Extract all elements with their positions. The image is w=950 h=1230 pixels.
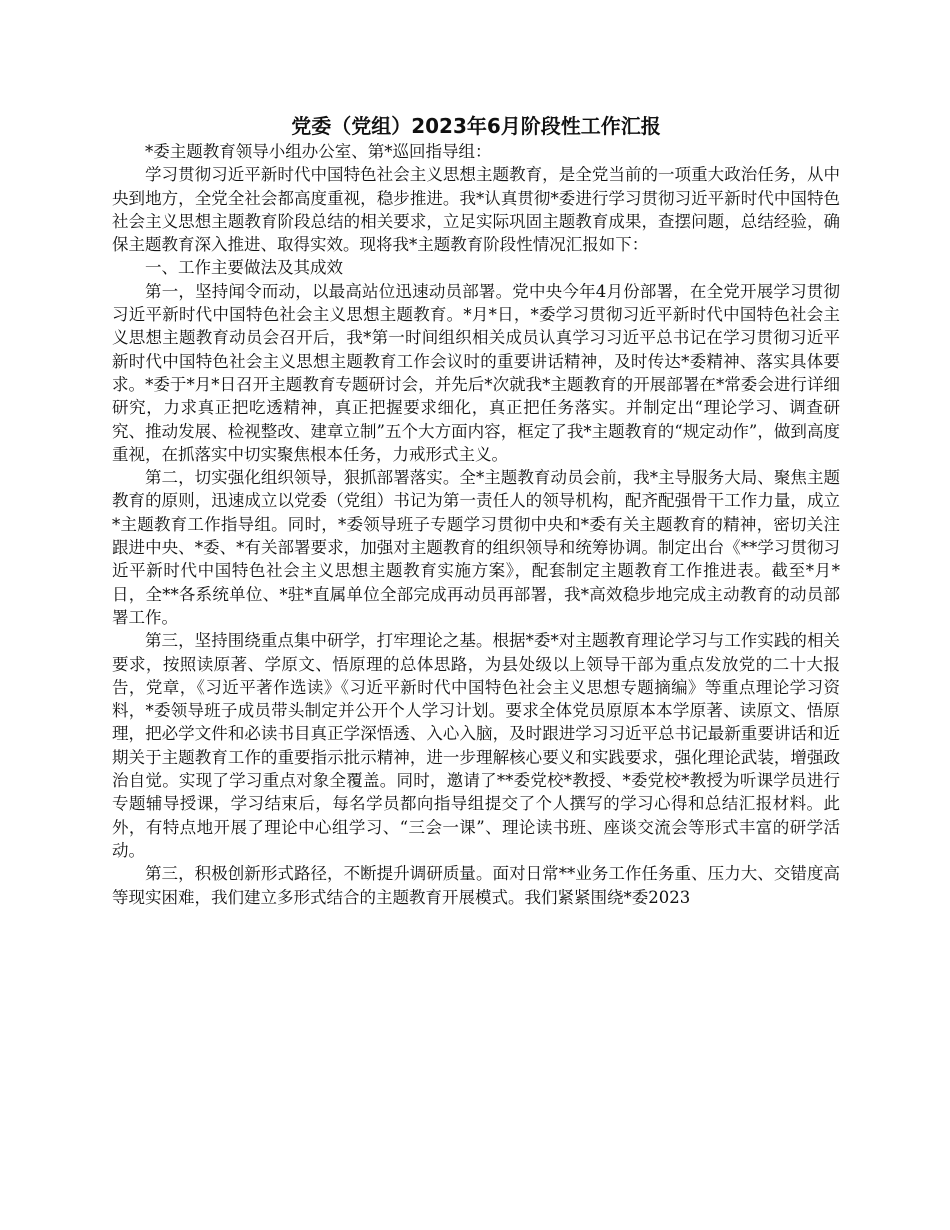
section-heading-1: 一、工作主要做法及其成效 [145, 258, 343, 278]
document-title: 党委（党组）2023年6月阶段性工作汇报 [291, 114, 661, 138]
paragraph-second: 第二，切实强化组织领导，狠抓部署落实。全*主题教育动员会前，我*主导服务大局、聚焦主题教育的原则，迅速成立以党委（党组）书记为第一责任人的领导机构，配齐配强骨干工作力量，成立*主题教育工作指导组。同时，*委领导班子专题学习贯彻中央和*委有关主题教育的精神，密切关注跟进中央、*委、*有关部署要求，加强对主题教育的组织领导和统筹协调。制定出台《**学习贯彻习近平新时代中国特色社会主义思想主题教育实施方案》，配套制定主题教育工作推进表。截至*月*日，全**各系统单位、*驻*直属单位全部完成再动员再部署，我*高效稳步地完成主动教育的动员部署工作。 [112, 468, 840, 627]
paragraph-third-b: 第三，积极创新形式路径，不断提升调研质量。面对日常**业务工作任务重、压力大、交错度高等现实困难，我们建立多形式结合的主题教育开展模式。我们紧紧围绕*委2023 [112, 864, 840, 907]
document-body [112, 112, 840, 909]
salutation: *委主题教育领导小组办公室、第*巡回指导组： [145, 142, 492, 161]
paragraph-first: 第一，坚持闻令而动，以最高站位迅速动员部署。党中央今年4月份部署，在全党开展学习贯彻习近平新时代中国特色社会主义思想主题教育。*月*日，*委学习贯彻习近平新时代中国特色社会主义思想主题教育动员会召开后，我*第一时间组织相关成员认真学习习近平总书记在学习贯彻习近平新时代中国特色社会主义思想主题教育工作会议时的重要讲话精神，及时传达*委精神、落实具体要求。*委于*月*日召开主题教育专题研讨会，并先后*次就我*主题教育的开展部署在*常委会进行详细研究，力求真正把吃透精神，真正把握要求细化，真正把任务落实。并制定出“理论学习、调查研究、推动发展、检视整改、建章立制”五个大方面内容，框定了我*主题教育的“规定动作”，做到高度重视，在抓落实中切实聚焦根本任务，力戒形式主义。 [112, 281, 840, 464]
paragraph-intro: 学习贯彻习近平新时代中国特色社会主义思想主题教育，是全党当前的一项重大政治任务，从中央到地方，全党全社会都高度重视，稳步推进。我*认真贯彻*委进行学习贯彻习近平新时代中国特色社会主义思想主题教育阶段总结的相关要求，立足实际巩固主题教育成果，查摆问题，总结经验，确保主题教育深入推进、取得实效。现将我*主题教育阶段性情况汇报如下： [112, 165, 840, 255]
paragraph-third: 第三，坚持围绕重点集中研学，打牢理论之基。根据*委*对主题教育理论学习与工作实践的相关要求，按照读原著、学原文、悟原理的总体思路，为县处级以上领导干部为重点发放党的二十大报告，党章，《习近平著作选读》《习近平新时代中国特色社会主义思想专题摘编》等重点理论学习资料，*委领导班子成员带头制定并公开个人学习计划。要求全体党员原原本本学原著、读原文、悟原理，把必学文件和必读书目真正学深悟透、入心入脑，及时跟进学习习近平总书记最新重要讲话和近期关于主题教育工作的重要指示批示精神，进一步理解核心要义和实践要求，强化理论武装，增强政治自觉。实现了学习重点对象全覆盖。同时，邀请了**委党校*教授、*委党校*教授为听课学员进行专题辅导授课，学习结束后，每名学员都向指导组提交了个人撰写的学习心得和总结汇报材料。此外，有特点地开展了理论中心组学习、“三会一课”、理论读书班、座谈交流会等形式丰富的研学活动。 [112, 631, 840, 860]
